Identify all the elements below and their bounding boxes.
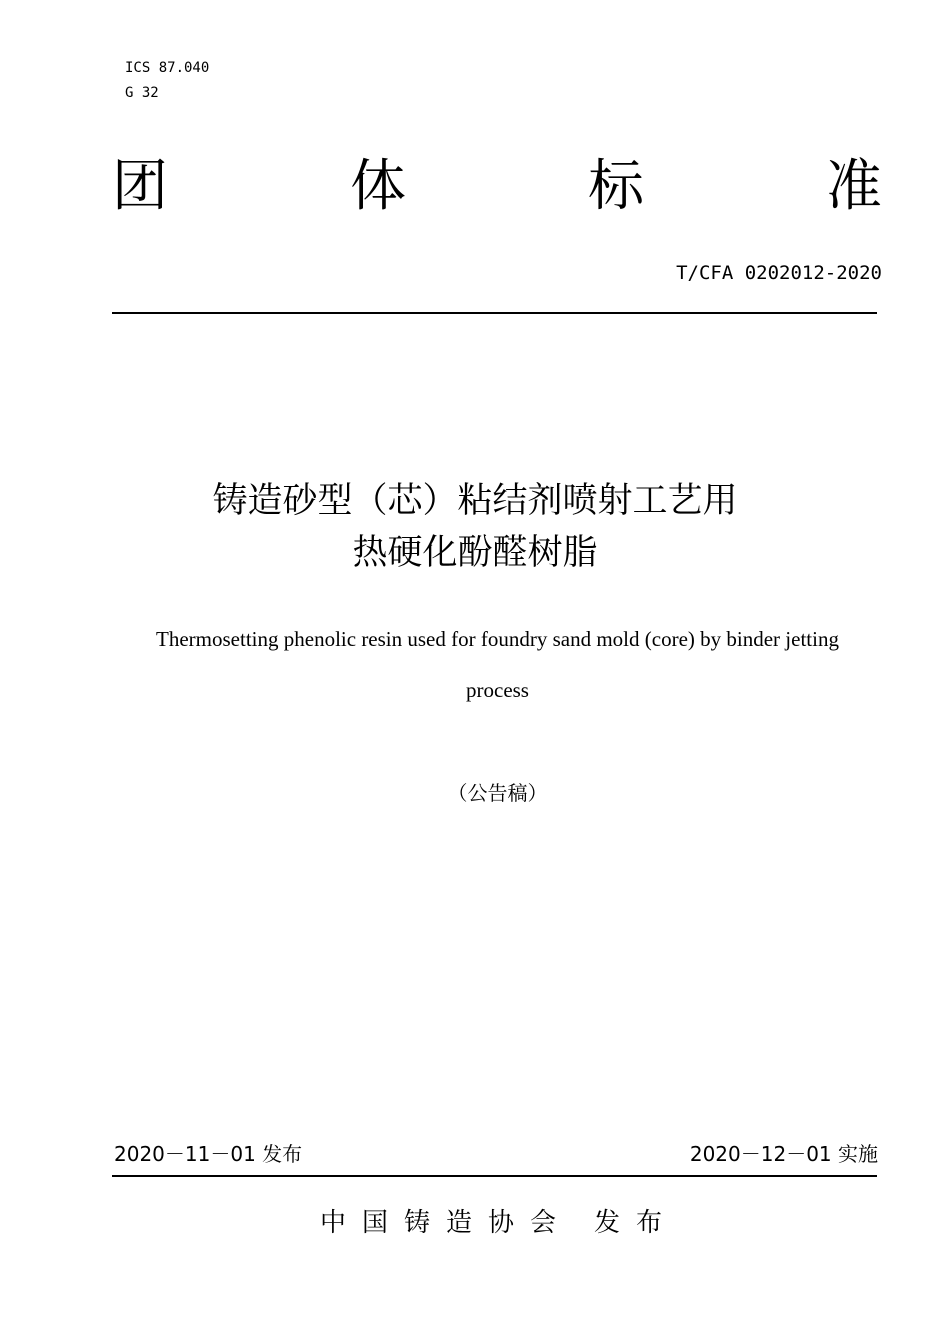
english-title-line-2: process (466, 678, 529, 702)
publisher-name: 中国铸造协会 (320, 1208, 573, 1238)
chinese-title-line-2: 热硬化酚醛树脂 (352, 533, 598, 573)
classification-codes (125, 56, 209, 106)
title-char: 团 (112, 154, 168, 219)
draft-status: （公告稿） (447, 781, 548, 805)
publisher-action: 发布 (594, 1208, 679, 1238)
chinese-title-line-1: 铸造砂型（芯）粘结剂喷射工艺用 (212, 481, 738, 521)
english-title-line-1: Thermosetting phenolic resin used for foundry sand mold (core) by binder jetting (156, 627, 839, 651)
publisher (320, 1202, 678, 1239)
top-divider (112, 312, 877, 314)
publish-date: 2020－11－01 发布 (114, 1142, 303, 1166)
ccs-code: G 32 (125, 85, 159, 101)
chinese-title (0, 475, 950, 579)
implement-date: 2020－12－01 实施 (689, 1142, 878, 1166)
ics-code: ICS 87.040 (125, 60, 210, 76)
bottom-divider (112, 1175, 877, 1177)
document-type-title (112, 152, 882, 222)
standard-number: T/CFA 0202012-2020 (676, 262, 882, 284)
title-char: 体 (350, 154, 406, 219)
title-char: 标 (588, 154, 644, 219)
title-char: 准 (826, 154, 882, 219)
